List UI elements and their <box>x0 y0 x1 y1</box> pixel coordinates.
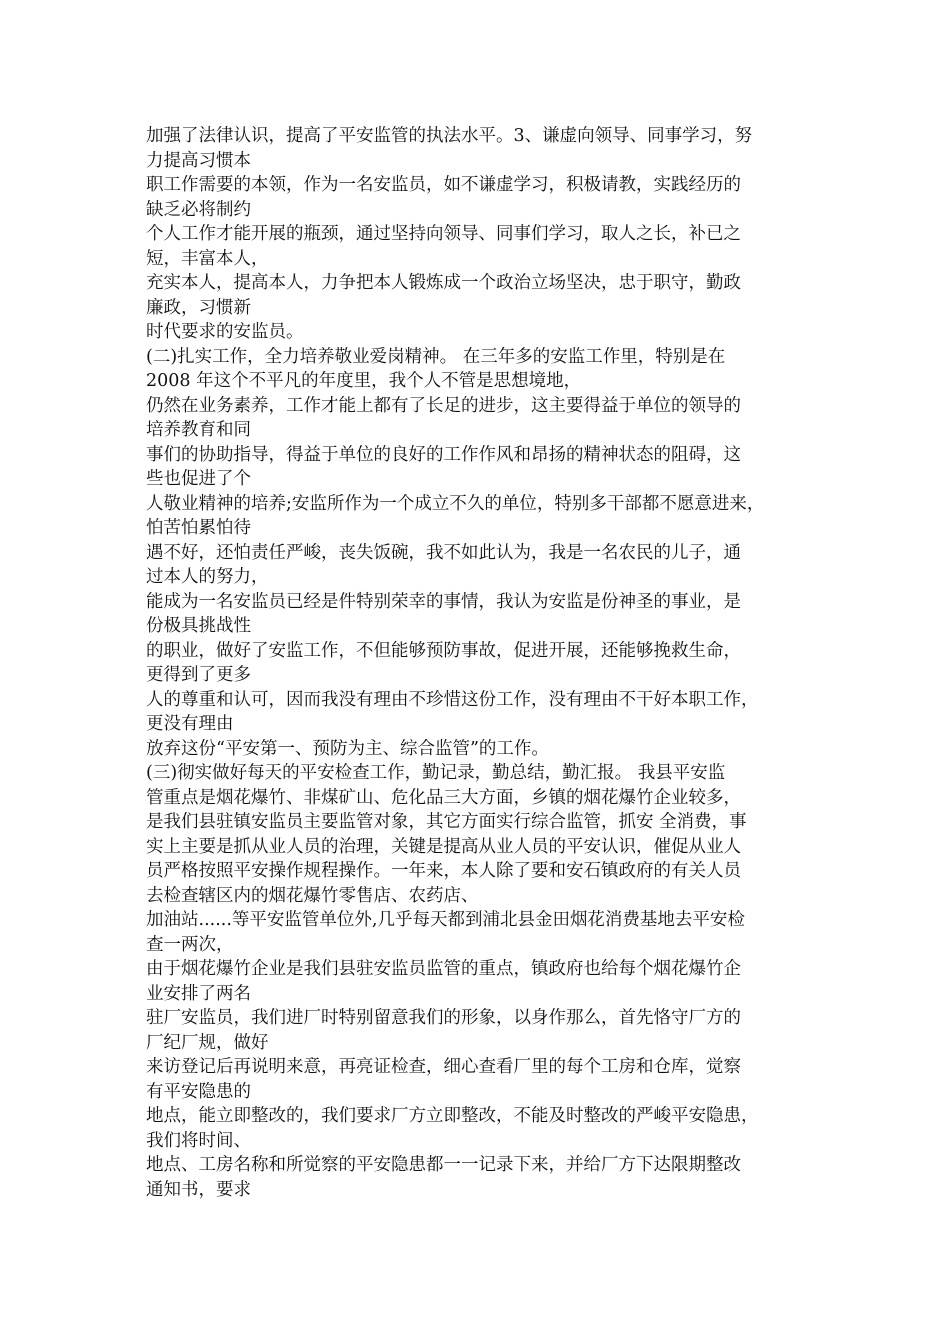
text-line: 加油站......等平安监管单位外,几乎每天都到浦北县金田烟花消费基地去平安检 <box>146 910 745 930</box>
text-line: 更没有理由 <box>146 714 234 734</box>
text-line: 怕苦怕累怕待 <box>146 518 251 538</box>
text-line: 时代要求的安监员。 <box>146 322 304 342</box>
text-line: 人的尊重和认可，因而我没有理由不珍惜这份工作，没有理由不干好本职工作， <box>146 689 759 710</box>
text-line: 是我们县驻镇安监员主要监管对象，其它方面实行综合监管，抓安 全消费，事 <box>146 812 747 832</box>
text-line: 人敬业精神的培养;安监所作为一个成立不久的单位，特别多干部都不愿意进来， <box>146 493 765 514</box>
text-line: 培养教育和同 <box>146 420 251 440</box>
text-line: 更得到了更多 <box>146 665 251 685</box>
text-line: 实上主要是抓从业人员的治理，关键是提高从业人员的平安认识，催促从业人 <box>146 836 741 857</box>
document-body <box>146 124 816 1202</box>
text-line: 查一两次， <box>146 934 234 955</box>
text-line: 个人工作才能开展的瓶颈，通过坚持向领导、同事们学习，取人之长，补已之 <box>146 224 741 244</box>
text-line: 来访登记后再说明来意，再亮证检查，细心查看厂里的每个工房和仓库，觉察 <box>146 1057 741 1077</box>
text-line: (三)彻实做好每天的平安检查工作，勤记录，勤总结，勤汇报。 我县平安监 <box>146 763 726 783</box>
text-line: 的职业，做好了安监工作，不但能够预防事故，促进开展，还能够挽救生命， <box>146 640 741 661</box>
text-line: 地点、工房名称和所觉察的平安隐患都一一记录下来，并给厂方下达限期整改 <box>146 1155 741 1175</box>
text-line: 放弃这份“平安第一、预防为主、综合监管”的工作。 <box>146 738 549 759</box>
text-line: 驻厂安监员，我们进厂时特别留意我们的形象，以身作那么，首先恪守厂方的 <box>146 1008 741 1028</box>
text-line: 业安排了两名 <box>146 983 251 1004</box>
text-line: 力提高习惯本 <box>146 150 251 171</box>
text-line: 有平安隐患的 <box>146 1081 251 1102</box>
text-line: 去检查辖区内的烟花爆竹零售店、农药店、 <box>146 885 479 906</box>
text-line: 由于烟花爆竹企业是我们县驻安监员监管的重点，镇政府也给每个烟花爆竹企 <box>146 959 741 979</box>
text-line: 短，丰富本人， <box>146 248 269 269</box>
text-line: 遇不好，还怕责任严峻，丧失饭碗，我不如此认为，我是一名农民的儿子，通 <box>146 542 741 563</box>
text-line: 份极具挑战性 <box>146 616 251 636</box>
text-line: 充实本人，提高本人，力争把本人锻炼成一个政治立场坚决，忠于职守，勤政 <box>146 273 741 293</box>
text-line: 些也促进了个 <box>146 469 251 489</box>
text-line: 事们的协助指导，得益于单位的良好的工作作风和昂扬的精神状态的阻碍，这 <box>146 444 741 465</box>
text-line: 缺乏必将制约 <box>146 199 251 220</box>
text-line: 廉政，习惯新 <box>146 297 251 318</box>
text-line: 2008 年这个不平凡的年度里，我个人不管是思想境地， <box>146 371 582 391</box>
text-line: 厂纪厂规，做好 <box>146 1032 269 1053</box>
text-line: 职工作需要的本领，作为一名安监员，如不谦虚学习，积极请教，实践经历的 <box>146 175 741 195</box>
text-line: 过本人的努力， <box>146 567 269 587</box>
text-line: 地点，能立即整改的，我们要求厂方立即整改，不能及时整改的严峻平安隐患， <box>146 1106 759 1126</box>
text-line: 我们将时间、 <box>146 1130 251 1151</box>
text-line: 加强了法律认识，提高了平安监管的执法水平。3、谦虚向领导、同事学习，努 <box>146 126 753 146</box>
text-line: 通知书，要求 <box>146 1179 251 1200</box>
text-line: 能成为一名安监员已经是件特别荣幸的事情，我认为安监是份神圣的事业，是 <box>146 591 741 612</box>
text-line: 员严格按照平安操作规程操作。一年来，本人除了要和安石镇政府的有关人员 <box>146 861 741 881</box>
text-line: 管重点是烟花爆竹、非煤矿山、危化品三大方面，乡镇的烟花爆竹企业较多， <box>146 787 741 808</box>
text-line: (二)扎实工作，全力培养敬业爱岗精神。 在三年多的安监工作里，特别是在 <box>146 346 726 367</box>
text-line: 仍然在业务素养，工作才能上都有了长足的进步，这主要得益于单位的领导的 <box>146 395 741 416</box>
